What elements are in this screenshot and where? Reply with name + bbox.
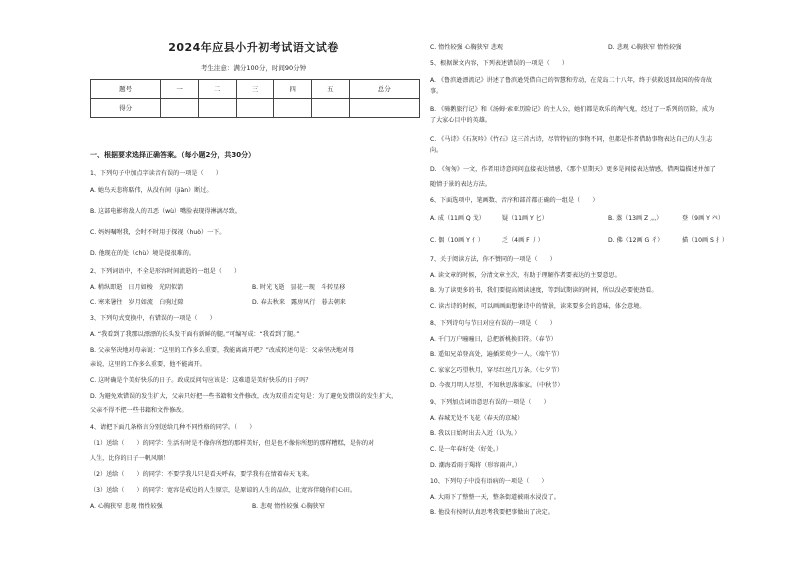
option-line: 乏（4画 F 丿） [502,237,544,244]
option-line: B. 他没有按时认真思考我要把事做出了决定。 [430,509,554,516]
option-line: B. 遥知兄弟登高处，遍插茱萸少一人。（端午节） [430,351,563,358]
question-line: 6、下面选项中，笔画数、音序和部首都正确的一组是（ ） [430,197,599,204]
score-cell[interactable] [198,99,236,118]
score-cell[interactable] [161,99,199,118]
question-line: 5、根据课文内容，下列表述错误的一项是（ ） [430,60,568,67]
option-line: D. 《匆匆》一文，作者用诗意问问直接表达情感，《那个星期天》更多是间接表达情感，借两篇描述并加了 [430,166,716,173]
question-line: 3、下列句式变换中，有错误的一项是（ ） [90,315,216,322]
exam-notice: 考生注意：满分100分，时间90分钟 [200,64,307,72]
option-line: 向。 [430,147,443,154]
quote-line: （1）送给（ ）的同学：生活有时是不像你所想的那样美好，但是也不像你所想的那样糟糕，是你的对 [90,440,375,447]
question-line: 9、下列加点词语意思有误的一项是（ ） [430,399,550,406]
score-row-label: 得分 [91,99,161,118]
option-line: A. 成（11画 Q 戈） [430,215,485,222]
option-line: D. 今夜月明人尽望，不知秋思落谁家。（中秋节） [430,382,564,389]
option-line: C. 偶（10画 Y 亻） [430,237,484,244]
score-cell[interactable] [236,99,274,118]
option-line: B. 时光飞逝 昙花一现 斗转星移 [252,284,346,291]
score-header-row [91,80,420,99]
option-line: A. 她鸟天悲将聒伟，从没有间（jiàn）断过。 [90,187,213,194]
score-header-cell: 题号 [91,80,161,99]
score-table [90,79,420,118]
score-header-cell: 一 [161,80,199,99]
quote-line: 人生，比你的日子一帆风顺！ [90,455,170,462]
option-line: 事。 [430,88,443,95]
score-cell[interactable] [274,99,312,118]
option-line: C. 妈妈嘱咐我，会时不时用于探视（huò）一下。 [90,229,226,236]
option-line: D. 为避免欢错误的发生扩大，父亲只好把一些书籍和文件修改，改为双重否定句是：为了避免发错误的发生扩大， [90,393,398,400]
option-line: A. 心胸狭窄 悲观 惰性较强 [90,503,163,510]
score-row [91,99,420,118]
question-line: 1、下列句子中加点字读音有误的一项是（ ） [90,170,222,177]
option-line: B. 这部电影将敌人的丑恶（wù）嘴脸表现得淋漓尽致。 [90,208,241,215]
option-line: C. 寒来暑往 岁月如流 白驹过隙 [90,299,184,306]
score-header-cell: 五 [311,80,349,99]
quote-line: （3）送给（ ）的同学：宽容是戒边的人生原宗，是原谅的人生的品位，让宽容伴随你们心田。 [90,487,356,494]
option-line: A. 千门万户曈曈日，总把新桃换旧符。（春节） [430,336,557,343]
option-line: D. 春去秋来 露房风行 暮去朝来 [252,299,346,306]
option-line: 亲说，这里的工作多么重要，他不能离开。 [90,361,206,368]
option-line: C. 是一年春好处（好处。） [430,446,503,453]
exam-title: 2024年应县小升初考试语文试卷 [168,41,339,54]
option-line: C. 家家乞巧望秋月，穿尽红丝几万条。（七夕节） [430,367,564,374]
option-line: C. 读古诗的时候，可以画画面想象诗中的情景，读来要多会的意味，体会意境。 [430,303,646,310]
question-line: 4、请把下面几条格言分别送给几种不同性格的同学。（ ） [90,424,256,431]
option-line: B. 蒸（13画 Z 灬） [608,215,663,222]
score-header-cell: 四 [274,80,312,99]
option-line: 描（10画 S 扌） [682,237,728,244]
option-line: B. 父亲坚决地对母亲说：“这里的工作多么重要，我能离离开吧？”改成转述句是：父亲坚决地对母 [90,347,355,354]
option-line: D. 潮海看雨于羯将（形容雨声。） [430,462,521,469]
question-line: 2、下列词语中，不全是形容时间流逝的一组是（ ） [90,268,241,275]
option-line: D. 他现在的处（chù）境是提很难的。 [90,250,195,257]
option-line: 疑（11画 Y 匕） [502,215,548,222]
score-cell[interactable] [311,99,349,118]
option-line: 了大家心目中的英雄。 [430,117,491,124]
option-line: B. 《骑鹅旅行记》和《汤姆·索亚历险记》的主人公，她们都是欢乐的淘气鬼，经过了一系列的历险，成为 [430,106,715,113]
option-line: C. 《马诗》《石灰吟》《竹石》这三首古诗，尽管特征的事物不同，但都是作者借助事物表达自己的人生志 [430,136,713,143]
option-line: A. 《鲁滨逊漂流记》讲述了鲁滨逊凭借自己的智慧和劳动，在荒岛二十八年，终于获救返回故国的传奇故 [430,77,713,84]
question-line: 10、下列句子中没有语病的一项是（ ） [430,478,548,485]
option-line: 登（9画 Y 癶） [682,215,724,222]
score-header-cell: 三 [236,80,274,99]
option-line: C. 这时确是个美好快乐的日子。政成反问句应该是：这难道是美好快乐的日子吗？ [90,377,312,384]
option-line: C. 惰性较强 心胸狭窄 悲观 [430,44,503,51]
quote-line: （2）送给（ ）的同学：不要学我儿只是看天呼春，要学我有在情着春天飞来。 [90,471,314,478]
option-line: B. 我以日始时出去入近（认为。） [430,430,521,437]
section-heading: 一、根据要求选择正确答案。（每小题2分，共30分） [90,151,256,159]
option-line: B. 为了读更多的书，我们要提高阅读速度，等到试期读的时间，所以没必要使劲看。 [430,287,658,294]
option-line: A. “我看到了我那以漂漂的长头发干面有新鲜的腿。”可编写成：“我看到了腿。” [90,331,300,338]
score-header-cell: 二 [198,80,236,99]
option-line: A. 春城无处不飞花（春天的京城） [430,415,524,422]
question-line: 7、关于阅读方法，你不赞同的一项是（ ） [430,256,556,263]
option-line: D. 悲观 心胸狭窄 惰性较强 [608,44,682,51]
question-line: 8、下列诗句与节日对应有误的一项是（ ） [430,320,556,327]
option-line: D. 佛（12画 G 彳） [608,237,664,244]
option-line: 随情于景的表达方法。 [430,181,491,188]
option-line: A. 大雨下了整整一天，整条街道被雨水浸没了。 [430,494,560,501]
option-line: B. 悲观 惰性较强 心胸狭窄 [252,503,325,510]
option-line: A. 读文章的时候，分清文章主次，有助于理解作者要表达的主要意思。 [430,272,621,279]
score-header-cell: 总分 [349,80,419,99]
option-line: A. 稍纵即逝 日月如梭 光阴似箭 [90,284,184,291]
score-cell[interactable] [349,99,419,118]
option-line: 父亲不得不把一些书籍和文件修改。 [90,407,188,414]
